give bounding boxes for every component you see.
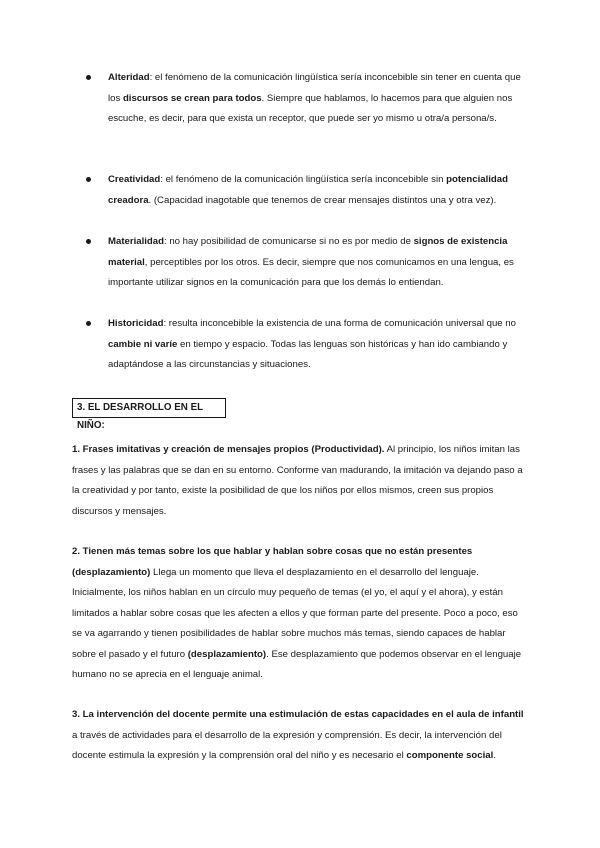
paragraph-productividad: [72, 440, 530, 522]
bullet-body: : no hay posibilidad de comunicarse si no es por medio de: [163, 236, 414, 247]
paragraph-tail: . Ese desplazamiento que podemos observar en el lenguaje humano no se aprecia en el lenguaje animal.: [72, 648, 522, 680]
paragraph-desplazamiento: [72, 542, 530, 686]
bullet-bold: discursos se crean para todos: [122, 92, 262, 104]
bullet-bold: signos de existencia material: [108, 236, 508, 268]
paragraph-intervencion-docente: [72, 705, 530, 767]
bullet-term: Historicidad: [108, 318, 164, 329]
bullet-body: : el fenómeno de la comunicación lingüística sería inconcebible sin tener en cuenta que los: [108, 72, 521, 104]
bullet-term: Alteridad: [108, 72, 150, 83]
bullet-term: Materialidad: [108, 236, 164, 247]
paragraph-lead: 3. La intervención del docente permite una estimulación de estas capacidades en el aula de infantil: [72, 709, 524, 720]
bullet-text: [108, 68, 532, 130]
paragraph-lead: 2. Tienen más temas sobre los que hablar y hablan sobre cosas que no están presentes (desplazamiento): [72, 546, 473, 578]
bullet-dot-icon: [86, 75, 91, 80]
bullet-dot-icon: [86, 177, 91, 182]
section-heading: 3. EL DESARROLLO EN EL NIÑO:: [72, 398, 226, 418]
bullet-body: : el fenómeno de la comunicación lingüística sería inconcebible sin: [160, 174, 447, 185]
paragraph-body: a través de actividades para el desarrollo de la expresión y comprensión. Es decir, la intervención del docente estimula la expresión y la comprensión oral del niño y es necesario el: [72, 729, 502, 761]
bullet-body: , perceptibles por los otros. Es decir, siempre que nos comunicamos en una lengua, es importante utilizar signos en la comunicación para que los demás lo entiendan.: [108, 256, 514, 288]
bullet-dot-icon: [86, 239, 91, 244]
bullet-text: [108, 170, 532, 211]
paragraph-lead: 1. Frases imitativas y creación de mensajes propios (Productividad).: [72, 444, 385, 455]
paragraph-bold: componente social: [406, 750, 494, 761]
bullet-text: [108, 314, 532, 376]
bullet-body: : resulta inconcebible la existencia de una forma de comunicación universal que no: [163, 318, 516, 329]
paragraph-bold: (desplazamiento): [187, 648, 267, 660]
bullet-body: . Siempre que hablamos, lo hacemos para que alguien nos escuche, es decir, para que exista un receptor, que puede ser yo mismo u otra/a persona/s.: [108, 92, 513, 124]
bullet-text: [108, 232, 532, 294]
bullet-bold: cambie ni varíe: [108, 338, 178, 350]
bullet-term: Creatividad: [108, 174, 161, 185]
bullet-body: en tiempo y espacio. Todas las lenguas son históricas y han ido cambiando y adaptándose a las circunstancias y situaciones.: [108, 338, 508, 370]
paragraph-body: Al principio, los niños imitan las frases y las palabras que se dan en su entorno. Conforme van madurando, la imitación va dejando paso a la creatividad y por tanto, existe la posibilidad de que los niños por ellos mismos, creen sus propios discursos y mensajes.: [72, 444, 523, 517]
bullet-bold: potencialidad creadora: [108, 174, 508, 206]
bullet-body: . (Capacidad inagotable que tenemos de crear mensajes distintos una y otra vez).: [148, 194, 497, 206]
bullet-dot-icon: [86, 321, 91, 326]
paragraph-tail: .: [493, 750, 496, 761]
paragraph-body: Llega un momento que lleva el desplazamiento en el desarrollo del lenguaje. Inicialmente, los niños hablan en un círculo muy pequeño de temas (el yo, el aquí y el ahora), y están limitados a hablar sobre cosas que les afecten a ellos y que forman parte del presente. Poco a poco, eso se va agarrando y tienen posibilidades de hablar sobre muchos más temas, siendo capaces de hablar sobre el pasado y el futuro: [72, 566, 518, 660]
